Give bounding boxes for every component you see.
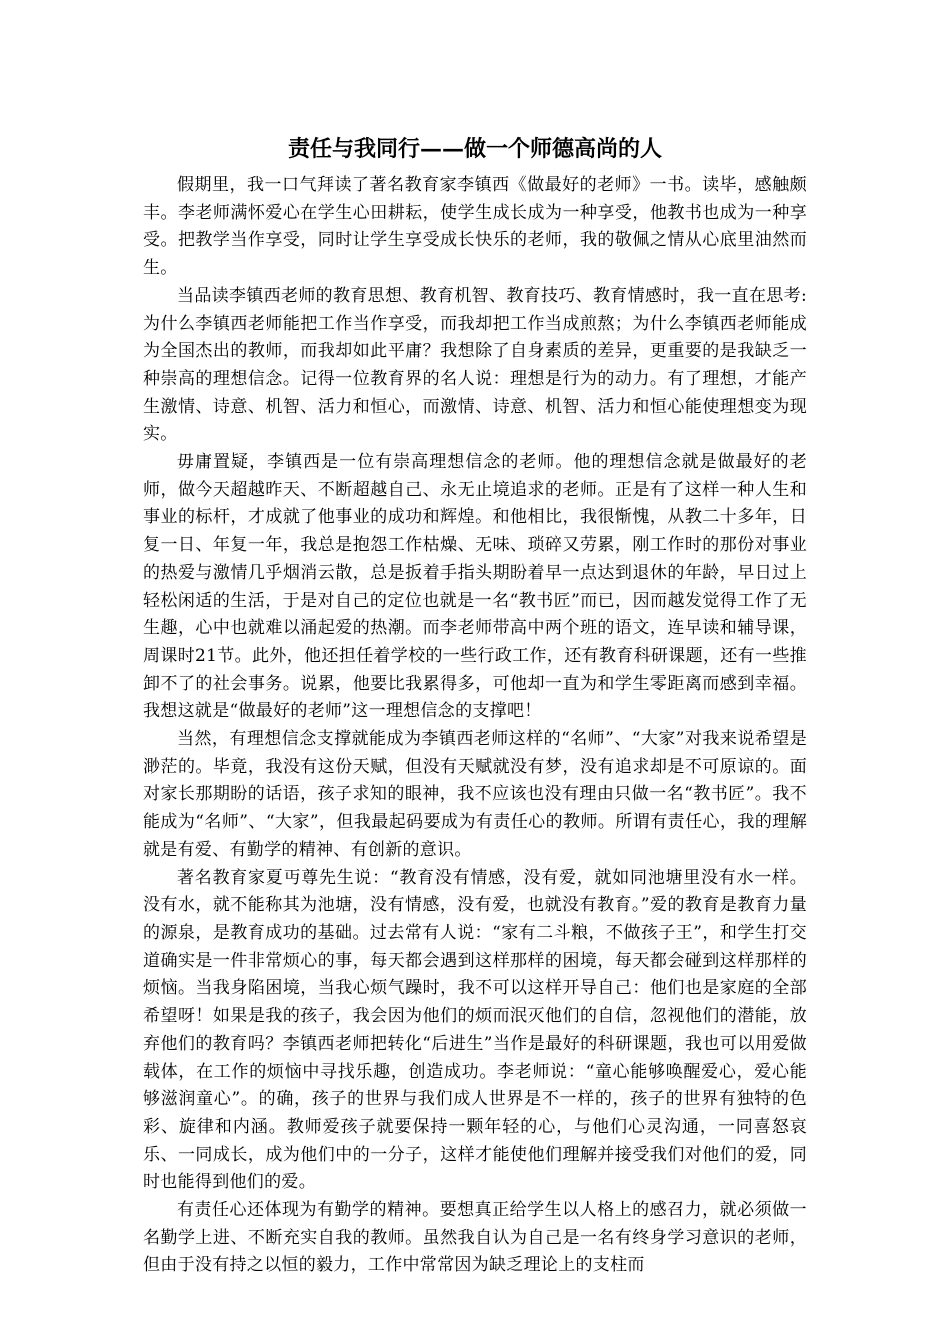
paragraph-1: 假期里，我一口气拜读了著名教育家李镇西《做最好的老师》一书。读毕，感触颇丰。李老师满怀爱心在学生心田耕耘，使学生成长成为一种享受，他教书也成为一种享受。把教学当作享受，同时让学生享受成长快乐的老师，我的敬佩之情从心底里油然而生。	[143, 175, 807, 279]
paragraph-3: 毋庸置疑，李镇西是一位有崇高理想信念的老师。他的理想信念就是做最好的老师，做今天超越昨天、不断超越自己、永无止境追求的老师。正是有了这样一种人生和事业的标杆，才成就了他事业的成功和辉煌。和他相比，我很惭愧，从教二十多年，日复一日、年复一年，我总是抱怨工作枯燥、无味、琐碎又劳累，刚工作时的那份对事业的热爱与激情几乎烟消云散，总是扳着手指头期盼着早一点达到退休的年龄，早日过上轻松闲适的生活，于是对自己的定位也就是一名“教书匠”而已，因而越发觉得工作了无生趣，心中也就难以涌起爱的热潮。而李老师带高中两个班的语文，连早读和辅导课，周课时21节。此外，他还担任着学校的一些行政工作，还有教育科研课题，还有一些推卸不了的社会事务。说累，他要比我累得多，可他却一直为和学生零距离而感到幸福。我想这就是“做最好的老师”这一理想信念的支撑吧！	[143, 452, 807, 722]
paragraph-5: 著名教育家夏丏尊先生说：“教育没有情感，没有爱，就如同池塘里没有水一样。没有水，就不能称其为池塘，没有情感，没有爱，也就没有教育。”爱的教育是教育力量的源泉，是教育成功的基础。过去常有人说：“家有二斗粮，不做孩子王”，和学生打交道确实是一件非常烦心的事，每天都会遇到这样那样的困境，每天都会碰到这样那样的烦恼。当我身陷困境，当我心烦气躁时，我不可以这样开导自己：他们也是家庭的全部希望呀！如果是我的孩子，我会因为他们的烦而泯灭他们的自信，忽视他们的潜能，放弃他们的教育吗？李镇西老师把转化“后进生”当作是最好的科研课题，我也可以用爱做载体，在工作的烦恼中寻找乐趣，创造成功。李老师说：“童心能够唤醒爱心，爱心能够滋润童心”。的确，孩子的世界与我们成人世界是不一样的，孩子的世界有独特的色彩、旋律和内涵。教师爱孩子就要保持一颗年轻的心，与他们心灵沟通，一同喜怒哀乐、一同成长，成为他们中的一分子，这样才能使他们理解并接受我们对他们的爱，同时也能得到他们的爱。	[143, 867, 807, 1193]
paragraph-2: 当品读李镇西老师的教育思想、教育机智、教育技巧、教育情感时，我一直在思考:为什么李镇西老师能把工作当作享受，而我却把工作当成煎熬；为什么李镇西老师能成为全国杰出的教师，而我却如此平庸？我想除了自身素质的差异，更重要的是我缺乏一种崇高的理想信念。记得一位教育界的名人说：理想是行为的动力。有了理想，才能产生激情、诗意、机智、活力和恒心，而激情、诗意、机智、活力和恒心能使理想变为现实。	[143, 285, 807, 445]
document-title: 责任与我同行——做一个师德高尚的人	[287, 136, 662, 162]
document-body	[143, 172, 807, 1280]
paragraph-6: 有责任心还体现为有勤学的精神。要想真正给学生以人格上的感召力，就必须做一名勤学上进、不断充实自我的教师。虽然我自认为自己是一名有终身学习意识的老师，但由于没有持之以恒的毅力，工作中常常因为缺乏理论上的支柱而	[143, 1200, 807, 1276]
paragraph-4: 当然，有理想信念支撑就能成为李镇西老师这样的“名师”、“大家”对我来说希望是渺茫的。毕竟，我没有这份天赋，但没有天赋就没有梦，没有追求却是不可原谅的。面对家长那期盼的话语，孩子求知的眼神，我不应该也没有理由只做一名“教书匠”。我不能成为“名师”、“大家”，但我最起码要成为有责任心的教师。所谓有责任心，我的理解就是有爱、有勤学的精神、有创新的意识。	[143, 729, 807, 860]
